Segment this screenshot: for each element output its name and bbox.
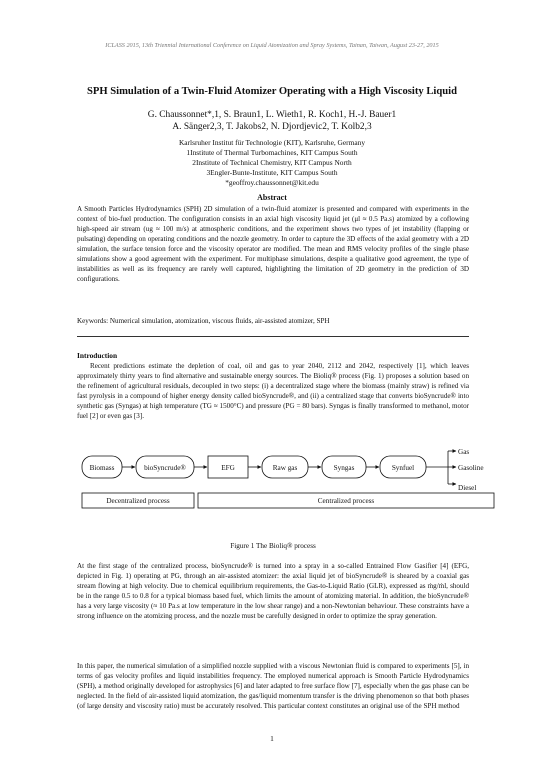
affiliation-1: 1Institute of Thermal Turbomachines, KIT Campus South bbox=[186, 148, 358, 157]
affiliations bbox=[60, 138, 484, 188]
keywords-line: Keywords: Numerical simulation, atomization, viscous fluids, air-assisted atomizer, SPH bbox=[77, 317, 330, 325]
box-biomass-label: Biomass bbox=[89, 464, 115, 472]
abstract-heading: Abstract bbox=[257, 193, 287, 202]
author-list bbox=[60, 109, 484, 133]
section-divider bbox=[77, 336, 469, 337]
box-synfuel-label: Synfuel bbox=[391, 464, 415, 472]
box-biosyncrude-label: bioSyncrude® bbox=[144, 464, 186, 472]
contact-email: *geoffroy.chaussonnet@kit.edu bbox=[225, 178, 319, 187]
output-gas: Gas bbox=[458, 448, 470, 456]
box-efg bbox=[208, 456, 248, 478]
affiliation-2: 2Institute of Technical Chemistry, KIT Campus North bbox=[192, 158, 352, 167]
box-synfuel bbox=[380, 456, 426, 478]
box-syngas-label: Syngas bbox=[333, 464, 355, 472]
output-diesel: Diesel bbox=[458, 484, 477, 492]
box-raw-gas-label: Raw gas bbox=[272, 464, 298, 472]
stage-decentralized-label: Decentralized process bbox=[106, 497, 170, 505]
author-line-2: A. Sänger2,3, T. Jakobs2, N. Djordjevic2, T. Kolb2,3 bbox=[172, 122, 372, 132]
affiliation-3: 3Engler-Bunte-Institute, KIT Campus South bbox=[206, 168, 338, 177]
box-biomass bbox=[82, 456, 122, 478]
abstract-text: A Smooth Particles Hydrodynamics (SPH) 2D simulation of a twin-fluid atomizer is presented and compared with experiments in the context of bio-fuel production. The configuration consists in an axial high viscosity liquid jet (μl ≈ 0.5 Pa.s) atomized by a coflowing high-speed air stream (ug ≈ 100 m/s) at atmospheric conditions, and the experiment shows two types of jet instability (flapping or pulsating) depending on operating conditions and the nozzle geometry. In order to capture the 3D effects of the axial geometry with a 2D simulation, the surface tension force and the viscosity operator are modified. The mean and RMS velocity profiles of the single phase simulations show a good agreement with the experiment. For multiphase simulations, despite a qualitative good agreement, the type of instabilities as well as its frequency are rarely well captured, highlighting the limitation of 2D geometry in the prediction of 3D configurations. bbox=[77, 205, 469, 284]
introduction-heading: Introduction bbox=[77, 351, 118, 360]
output-branch bbox=[426, 451, 456, 484]
body-paragraph-3: In this paper, the numerical simulation of a simplified nozzle supplied with a viscous Newtonian fluid is compared to experiments [5], in terms of gas velocity profiles and liquid instabilities frequency. The employed numerical approach is Smooth Particle Hydrodynamics (SPH), a method originally developed for astrophysics [6] and later adapted to free surface flow [7], especially when the gas phase can be neglected. In the field of air-assisted liquid atomization, the gas/liquid momentum transfer is the driving phenomenon so that both phases (of large density and viscosity ratio) must be accurately resolved. This particular context constitutes an original use of the SPH method bbox=[77, 662, 469, 711]
bioliq-process-diagram bbox=[80, 446, 500, 536]
conference-header: ICLASS 2015, 13th Triennial International Conference on Liquid Atomization and Spray Systems, Tainan, Taiwan, August 23-27, 2015 bbox=[105, 42, 439, 49]
box-biosyncrude bbox=[136, 456, 194, 478]
body-paragraph-2: At the first stage of the centralized process, bioSyncrude® is turned into a spray in a so-called Entrained Flow Gasifier [4] (EFG, depicted in Fig. 1) operating at PG, through an air-assisted atomizer: the axial liquid jet of bioSyncrude® is sheared by a coaxial gas stream flowing at high velocity. Due to chemical equilibrium requirements, the Gas-to-Liquid Ratio (GLR), expressed as ṁg/ṁl, should be in the range 0.5 to 0.8 for a typical biomass based fuel, which limits the amount of atomizing material. In addition, the bioSyncrude® has a very large viscosity (≈ 10 Pa.s at low temperature in the low shear range) and a non-Newtonian behaviour. These constraints have a strong influence on the atomizing process, and the nozzle must be carefully designed in order to optimize the spray generation. bbox=[77, 562, 469, 621]
stage-centralized bbox=[198, 493, 494, 508]
box-syngas bbox=[322, 456, 366, 478]
affiliation-main: Karlsruher Institut für Technologie (KIT), Karlsruhe, Germany bbox=[178, 138, 366, 147]
stage-centralized-label: Centralized process bbox=[317, 497, 375, 505]
box-raw-gas bbox=[262, 456, 308, 478]
author-line-1: G. Chaussonnet*,1, S. Braun1, L. Wieth1, R. Koch1, H.-J. Bauer1 bbox=[147, 110, 397, 120]
output-gasoline: Gasoline bbox=[458, 464, 484, 472]
figure-caption: Figure 1 The Bioliq® process bbox=[230, 542, 316, 550]
paper-title: SPH Simulation of a Twin-Fluid Atomizer Operating with a High Viscosity Liquid bbox=[87, 86, 457, 97]
box-efg-label: EFG bbox=[221, 464, 235, 472]
page-number: 1 bbox=[270, 734, 274, 743]
introduction-paragraph: Recent predictions estimate the depletion of coal, oil and gas to year 2040, 2112 and 2042, respectively [1], which leaves approximately thirty years to find alternative and sustainable energy sources. The Bioliq® process (Fig. 1) proposes a solution based on the refinement of agricultural residuals, decoupled in two steps: (i) a decentralized stage where the biomass (mainly straw) is refined via fast pyrolysis in a compound of higher energy density called bioSyncrude®, and (ii) a centralized stage that converts bioSyncrude® into synthetic gas (Syngas) at high temperature (TG ≈ 1500°C) and pressure (PG = 80 bars). Syngas is finally transformed to methanol, motor fuel [2] or even gas [3]. bbox=[77, 362, 469, 421]
stage-decentralized bbox=[82, 493, 194, 508]
